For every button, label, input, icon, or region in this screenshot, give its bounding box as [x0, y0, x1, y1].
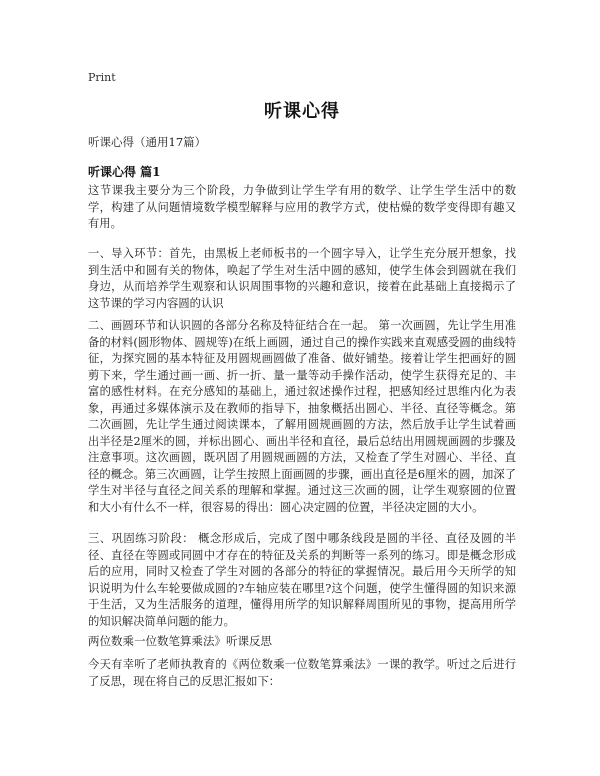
- paragraph-intro: 这节课我主要分为三个阶段，力争做到让学生学有用的数学、让学生学生活中的数学，构建了从问题情境数学模型解释与应用的教学方式，使枯燥的数学变得即有趣又有用。: [88, 184, 516, 230]
- paragraph-stage-2: 二、画圆环节和认识圆的各部分名称及特征结合在一起。 第一次画圆，先让学生用准备的材料(圆形物体、圆规等)在纸上画圆，通过自己的操作实践来直观感受圆的曲线特征，为探究圆的基本特征及用圆规画圆做了准备、做好铺垫。接着让学生把画好的圆剪下来，学生通过画一画、折一折、量一量等动手操作活动，使学生获得充足的、丰富的感性材料。在充分感知的基础上，通过叙述操作过程，把感知经过思维内化为表象，再通过多媒体演示及在教师的指导下，抽象概括出圆心、半径、直径等概念。第二次画圆，先让学生通过阅读课本，了解用圆规画圆的方法，然后放手让学生试着画出半径是2厘米的圆，并标出圆心、画出半径和直径，最后总结出用圆规画圆的步骤及注意事项。这次画圆，既巩固了用圆规画圆的方法，又检查了学生对圆心、半径、直径的概念。第三次画圆，让学生按照上面画圆的步骤，画出直径是6厘米的圆，加深了学生对半径与直径之间关系的理解和掌握。通过这三次画的圆，让学生观察圆的位置和大小有什么不一样，很容易的得出：圆心决定圆的位置，半径决定圆的大小。: [88, 319, 516, 514]
- paragraph-stage-1: 一、导入环节：首先，由黑板上老师板书的一个圆字导入，让学生充分展开想象，找到生活中和圆有关的物体，唤起了学生对生活中圆的感知，使学生体会到圆就在我们身边，从而培养学生观察和认识周围事物的兴趣和意识，接着在此基础上直接揭示了这节课的学习内容圆的认识: [88, 247, 516, 310]
- section-heading: 听课心得 篇1: [88, 165, 161, 179]
- print-link[interactable]: Print: [88, 71, 116, 84]
- subheading-reflection: 两位数乘一位数笔算乘法》听课反思: [88, 634, 272, 648]
- document-title: 听课心得: [264, 101, 340, 122]
- document-subtitle: 听课心得（通用17篇）: [88, 135, 207, 149]
- paragraph-reflection: 今天有幸听了老师执教育的《两位数乘一位数笔算乘法》一课的教学。听过之后进行了反思，现在将自己的反思汇报如下：: [88, 658, 516, 688]
- paragraph-stage-3: 三、巩固练习阶段： 概念形成后，完成了图中哪条线段是圆的半径、直径及圆的半径、直径在等圆或同圆中才存在的特征及关系的判断等一系列的练习。即是概念形成后的应用，同时又检查了学生对圆的各部分的特征的掌握情况。最后用今天所学的知识说明为什么车轮要做成圆的?车轴应装在哪里?这个问题，使学生懂得圆的知识来源于生活，又为生活服务的道理，懂得用所学的知识解释周围所见的事物，提高用所学的知识解决简单问题的能力。: [88, 532, 516, 628]
